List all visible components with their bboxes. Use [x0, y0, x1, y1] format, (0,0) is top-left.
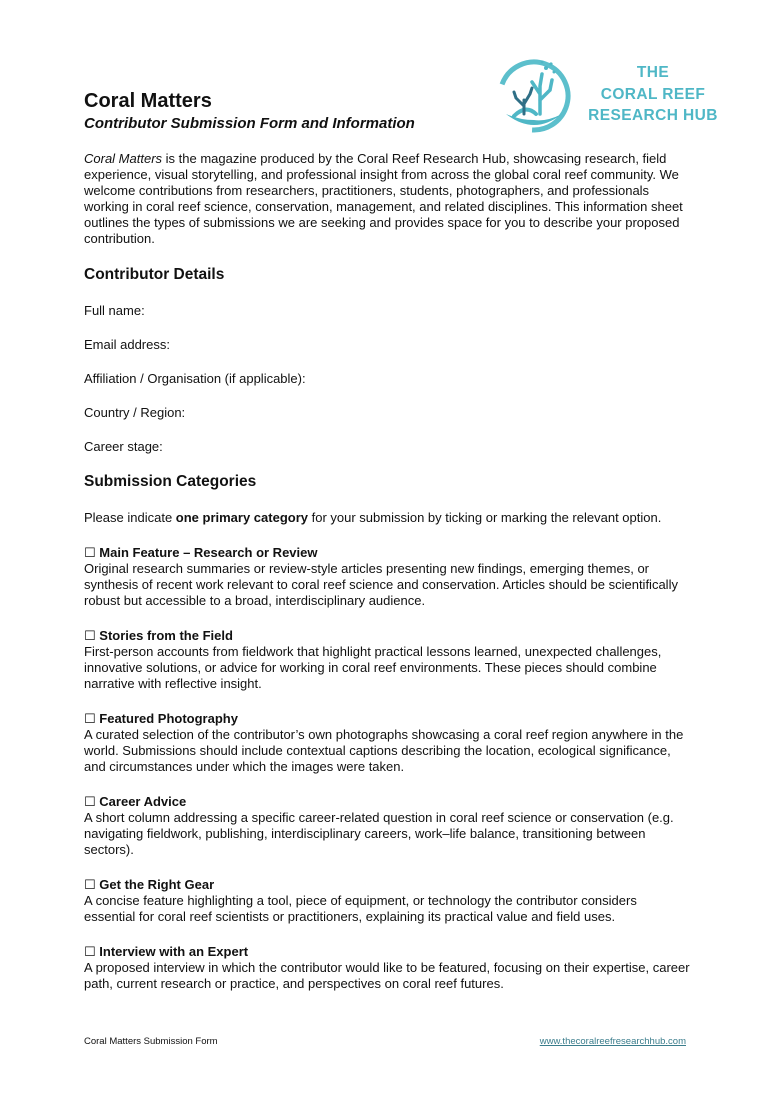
- submission-categories-heading: Submission Categories: [84, 473, 257, 490]
- logo-line: THE: [636, 64, 670, 81]
- instruction-prefix: Please indicate: [84, 510, 176, 525]
- category-description: A short column addressing a specific career-related question in coral reef science or conservation (e.g. navigating fieldwork, publishing, interdisciplinary careers, work–life balance, transitioning between sectors).: [84, 810, 674, 857]
- category-description: First-person accounts from fieldwork that highlight practical lessons learned, unexpected challenges, innovative solutions, or advice for working in coral reef environments. These pieces should combine narrative with reflective insight.: [84, 644, 662, 691]
- checkbox[interactable]: ☐: [84, 944, 96, 959]
- logo-line: RESEARCH HUB: [588, 107, 718, 124]
- category-title: Main Feature – Research or Review: [99, 545, 318, 560]
- category-featured-photography: [84, 711, 690, 775]
- category-title: Featured Photography: [99, 711, 238, 726]
- category-career-advice: [84, 794, 690, 858]
- country-field[interactable]: Country / Region:: [84, 405, 186, 420]
- checkbox[interactable]: ☐: [84, 545, 96, 560]
- category-title: Stories from the Field: [99, 628, 233, 643]
- instruction-suffix: for your submission by ticking or marking the relevant option.: [308, 510, 662, 525]
- category-description: Original research summaries or review-style articles presenting new findings, emerging themes, or synthesis of recent work relevant to coral reef science and conservation. Articles should be scientifically robust but accessible to a broad, interdisciplinary audience.: [84, 561, 678, 608]
- full-name-field[interactable]: Full name:: [84, 303, 145, 318]
- checkbox[interactable]: ☐: [84, 628, 96, 643]
- category-description: A concise feature highlighting a tool, piece of equipment, or technology the contributor considers essential for coral reef scientists or practitioners, explaining its practical value and field uses.: [84, 893, 637, 924]
- category-interview-with-an-expert: [84, 944, 690, 992]
- instruction-emphasis: one primary category: [175, 510, 308, 525]
- category-instruction: [84, 510, 690, 526]
- page-subtitle: Contributor Submission Form and Information: [84, 115, 415, 132]
- logo-wordmark: [573, 62, 733, 127]
- checkbox[interactable]: ☐: [84, 877, 96, 892]
- checkbox[interactable]: ☐: [84, 711, 96, 726]
- intro-text: is the magazine produced by the Coral Reef Research Hub, showcasing research, field experience, visual storytelling, and professional insight from across the global coral reef community. We welcome contributions from researchers, practitioners, students, photographers, and professionals working in coral reef science, conservation, management, and related disciplines. This information sheet outlines the types of submissions we are seeking and provides space for you to describe your proposed contribution.: [84, 151, 683, 246]
- magazine-name: Coral Matters: [84, 151, 163, 166]
- career-stage-field[interactable]: Career stage:: [84, 439, 163, 454]
- main-content: [84, 151, 690, 1011]
- footer-website-link[interactable]: www.thecoralreefresearchhub.com: [539, 1036, 686, 1047]
- category-main-feature: [84, 545, 690, 609]
- category-title: Interview with an Expert: [99, 944, 249, 959]
- category-description: A proposed interview in which the contributor would like to be featured, focusing on their expertise, career path, current research or practice, and perspectives on coral reef futures.: [84, 960, 690, 991]
- email-field[interactable]: Email address:: [84, 337, 170, 352]
- category-title: Get the Right Gear: [99, 877, 215, 892]
- contributor-details-heading: Contributor Details: [84, 266, 225, 283]
- logo-line: CORAL REEF: [600, 85, 706, 103]
- footer-form-name: Coral Matters Submission Form: [84, 1036, 218, 1047]
- category-description: A curated selection of the contributor’s own photographs showcasing a coral reef region anywhere in the world. Submissions should include contextual captions describing the location, ecological significance, and circumstances under which the images were taken.: [84, 727, 684, 774]
- affiliation-field[interactable]: Affiliation / Organisation (if applicable):: [84, 371, 306, 386]
- page-title: Coral Matters: [84, 90, 212, 112]
- intro-paragraph: [84, 151, 690, 247]
- checkbox[interactable]: ☐: [84, 794, 96, 809]
- category-title: Career Advice: [99, 794, 187, 809]
- category-get-the-right-gear: [84, 877, 690, 925]
- category-stories-from-the-field: [84, 628, 690, 692]
